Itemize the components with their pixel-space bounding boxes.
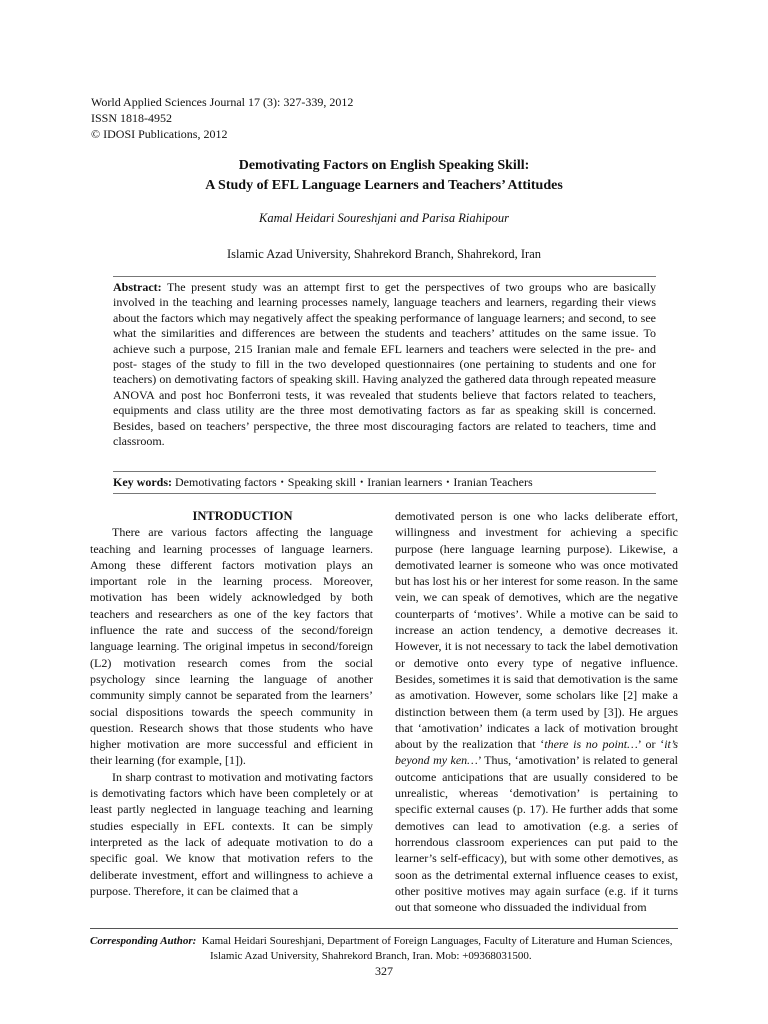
corresponding-line1 [90, 934, 680, 949]
left-column [90, 508, 373, 899]
keywords-top-rule [113, 471, 656, 472]
corresponding-label: Corresponding Author: [90, 935, 197, 947]
paper-affiliation: Islamic Azad University, Shahrekord Branch, Shahrekord, Iran [226, 247, 542, 261]
paragraph: There are various factors affecting the language teaching and learning processes of language learners. Among these different factors motivation plays an important role in the learning process. Moreover, motivation has been widely acknowledged by both teachers and researchers as one of the key factors that influence the rate and success of the second/foreign language learning. The original impetus in second/foreign (L2) motivation research comes from the social psychology since learning the language of another community simply cannot be separated from the learners’ social dispositions towards the speech community in question. Research shows that those students who have higher motivation are more successful and efficient in their learning (for example, [1]). [90, 525, 373, 768]
paper-authors: Kamal Heidari Soureshjani and Parisa Riahipour [259, 211, 509, 225]
journal-info [91, 94, 353, 142]
keyword-item: Iranian learners [367, 475, 443, 489]
abstract-top-rule [113, 276, 656, 277]
abstract-text: The present study was an attempt first to get the perspectives of two groups who are basically involved in the teaching and learning processes namely, language teachers and learners, regarding their views about the factors which may negatively affect the speaking performance of language learners; and second, to see what the similarities and differences are between the students and teachers’ attitudes on the same issue. To achieve such a purpose, 215 Iranian male and female EFL learners and teachers were selected in the pre- and post- stages of the study to fill in the two developed questionnaires (one pertaining to students and one for teachers) on demotivating factors of speaking skill. Having analyzed the gathered data through repeated measure ANOVA and post hoc Bonferroni tests, it was revealed that students believe that factors related to teachers, equipments and class utility are the three most demotivating factors as far as speaking skill is concerned. Besides, based on teachers’ perspective, the three most discouraging factors are related to teachers, time and classroom. [113, 280, 656, 449]
abstract-label: Abstract: [113, 280, 162, 294]
paper-title [90, 156, 678, 196]
keyword-separator: • [360, 477, 364, 487]
paper-title-line2: A Study of EFL Language Learners and Teachers’ Attitudes [205, 178, 563, 193]
keyword-item: Speaking skill [287, 475, 357, 489]
corresponding-text: Kamal Heidari Soureshjani, Department of Foreign Languages, Faculty of Literature and Human Sciences, [201, 935, 673, 947]
right-column [395, 508, 678, 915]
keywords-bottom-rule [113, 493, 656, 494]
keyword-item: Demotivating factors [175, 475, 277, 489]
quote-italic: there is no point… [544, 737, 638, 752]
keyword-separator: • [446, 477, 450, 487]
keywords [113, 475, 656, 490]
paragraph-text: ’ Thus, ‘amotivation’ is related to general outcome anticipations that are usually considered to be unrealistic, whereas ‘demotivation’ is pertaining to specific external causes (p. 17). He further adds that some demotives can lead to amotivation (e.g. a series of horrendous classroom experiences can put paid to the learner’s self-efficacy), but with some other demotives, as soon as the detrimental external influence ceases to exist, other positive motives may again surface (e.g. if it turns out that someone who dissuaded the individual from [395, 753, 678, 915]
introduction-heading: INTRODUCTION [192, 509, 293, 523]
keyword-item: Iranian Teachers [453, 475, 533, 489]
keywords-label: Key words: [113, 475, 172, 489]
paper-title-line1: Demotivating Factors on English Speaking Skill: [238, 158, 530, 173]
abstract [113, 280, 656, 449]
journal-citation: World Applied Sciences Journal 17 (3): 327-339, 2012 [91, 95, 354, 109]
journal-copyright: © IDOSI Publications, 2012 [91, 127, 228, 141]
paragraph-text: ’ or ‘ [637, 737, 665, 752]
paragraph [395, 508, 678, 915]
corresponding-line2: Islamic Azad University, Shahrekord Branch, Iran. Mob: +09368031500. [210, 950, 532, 962]
quote-italic: it’s beyond my ken… [395, 737, 678, 768]
page-number: 327 [375, 964, 393, 978]
keyword-separator: • [280, 477, 284, 487]
footer-rule [90, 928, 678, 929]
paragraph-text: demotivated person is one who lacks deliberate effort, willingness and investment for achieving a specific purpose (here language learning purpose). Likewise, a demotivated learner is someone who was once motivated but has lost his or her interest for some reason. In the same vein, we can speak of demotives, which are the negative counterparts of ‘motives’. While a motive can be said to increase an action tendency, a demotive decreases it. However, it is not necessary to tack the label demotivation or demotive onto every type of negative influence. Besides, sometimes it is said that demotivation is the same as amotivation. However, some scholars like [2] make a distinction between them (a term used by [3]). He argues that ‘amotivation’ indicates a lack of motivation brought about by the realization that ‘ [395, 509, 678, 752]
paragraph: In sharp contrast to motivation and motivating factors is demotivating factors which have been completely or at least partly neglected in language teaching and learning studies especially in EFL contexts. It can be simply interpreted as the lack of adequate motivation to do a specific goal. We know that motivation refers to the deliberate investment, effort and willingness to achieve a purpose. Therefore, it can be claimed that a [90, 769, 373, 898]
corresponding-author [90, 934, 680, 964]
journal-issn: ISSN 1818-4952 [91, 111, 173, 125]
